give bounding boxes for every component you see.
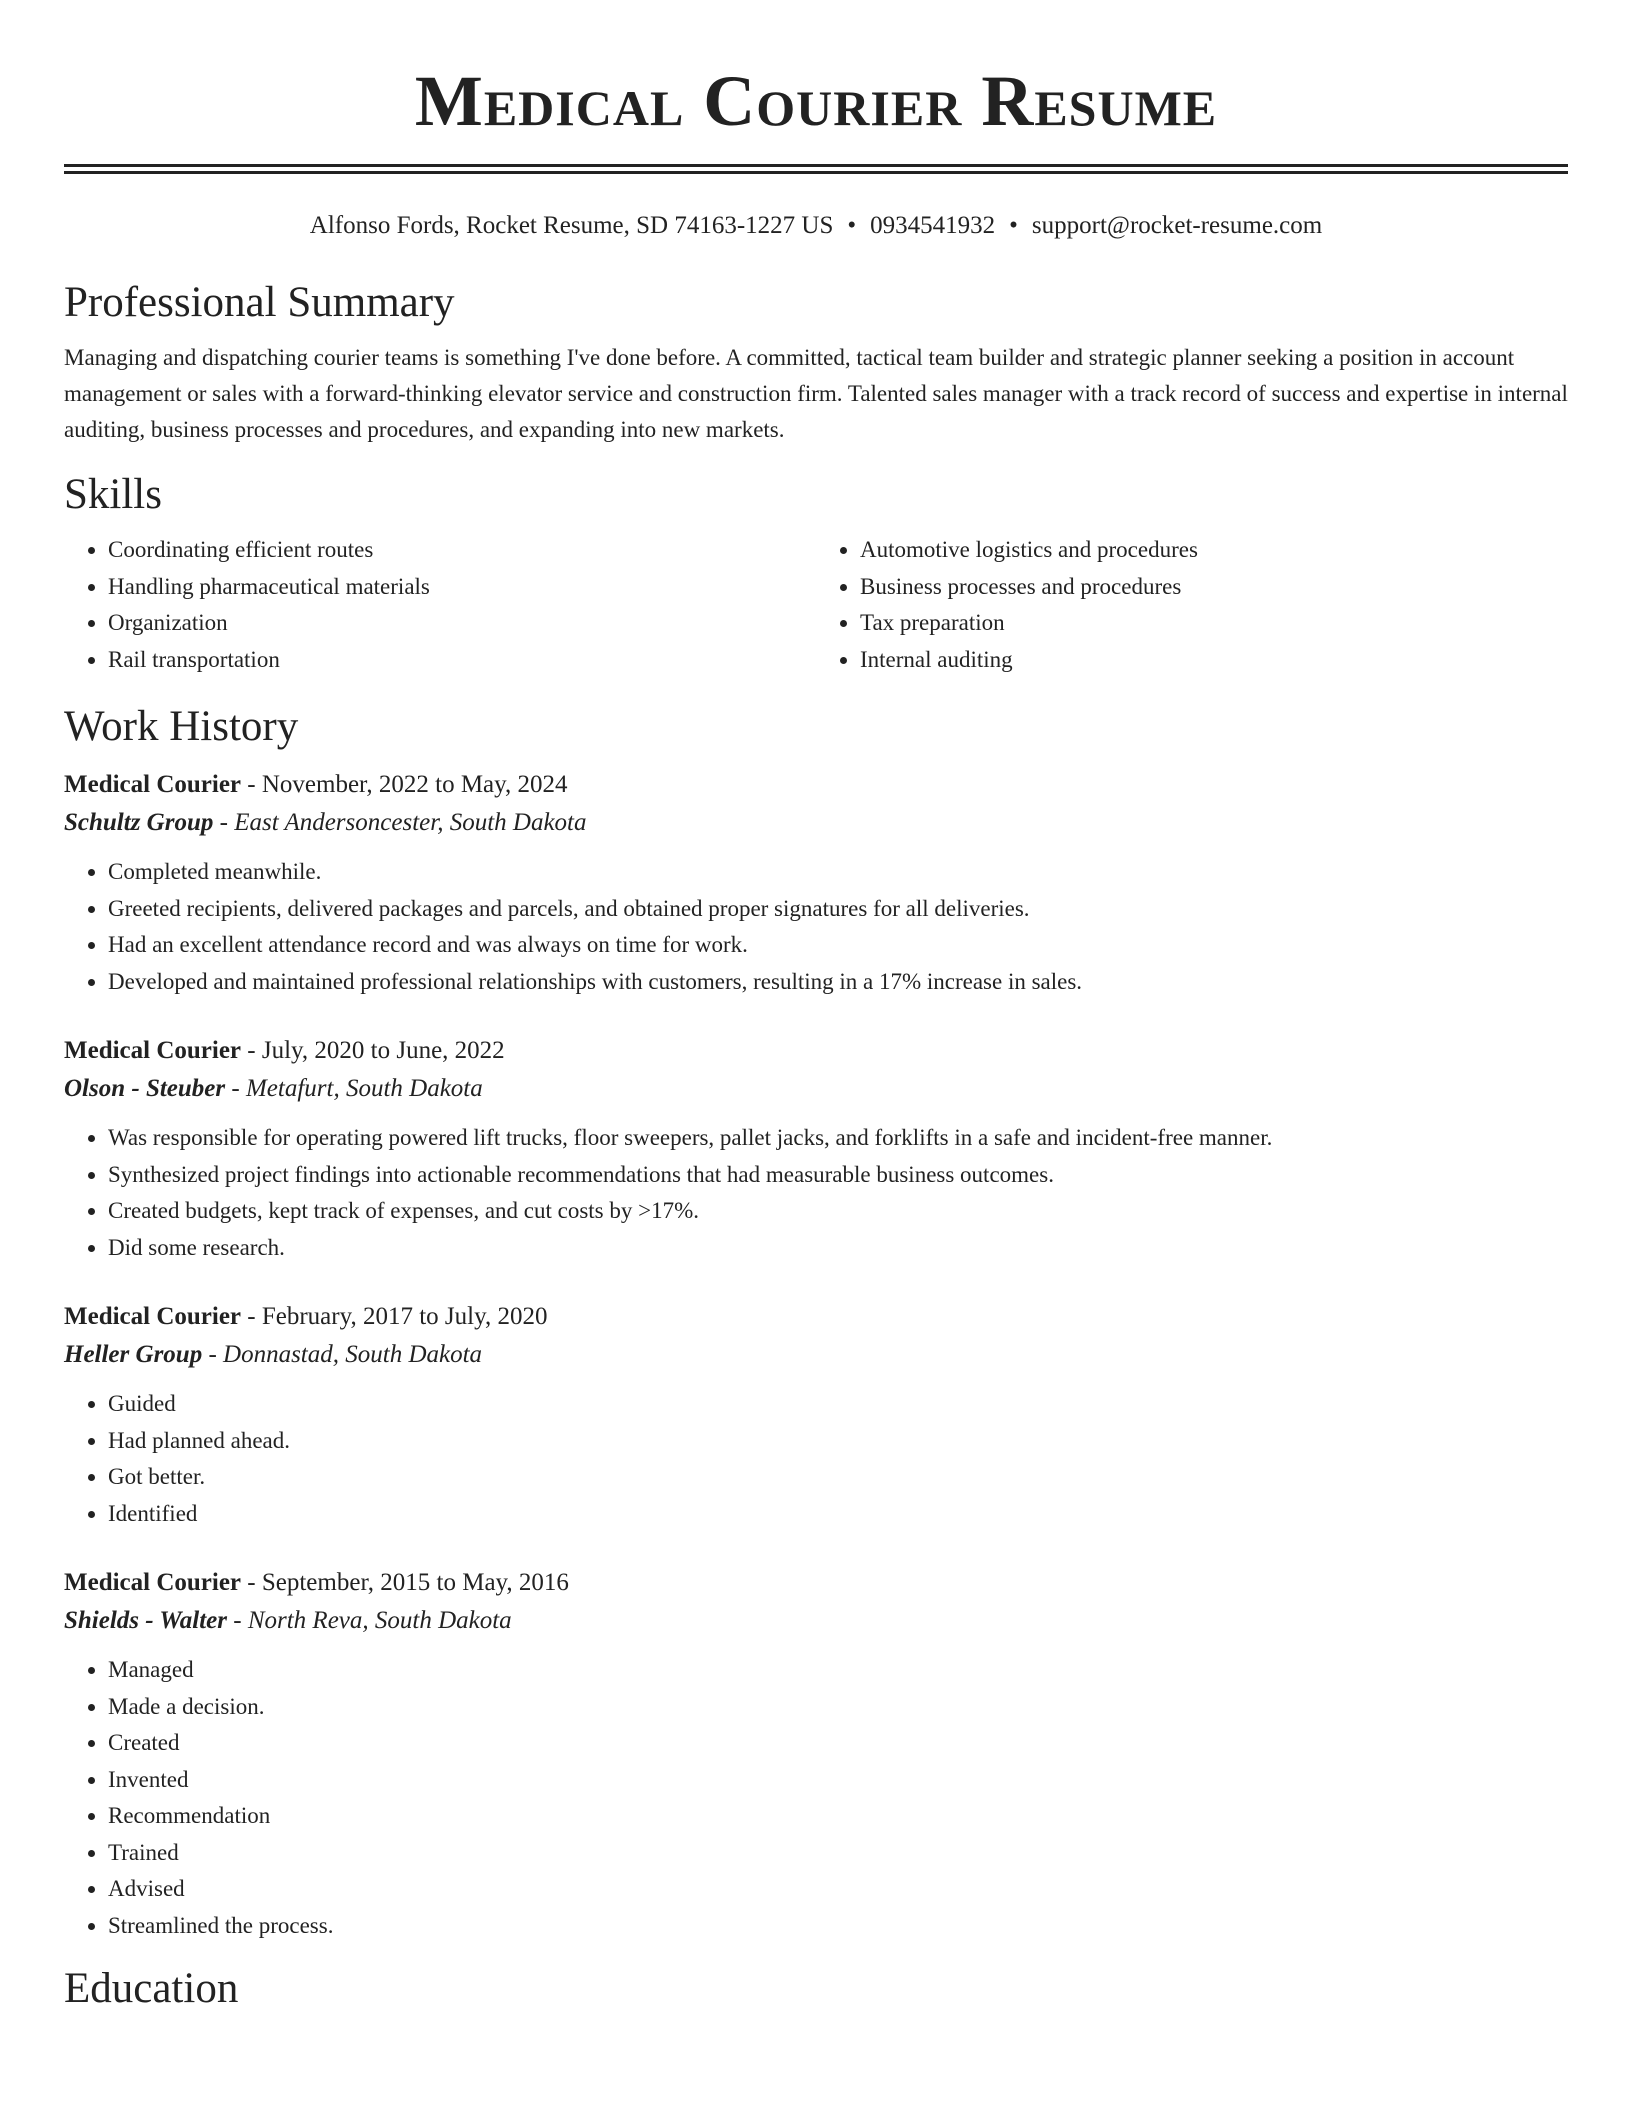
job-bullet: • Was responsible for operating powered lift trucks, floor sweepers, pallet jacks, and forklifts in a safe and incident-free manner. — [108, 1120, 1568, 1157]
skill-item: • Internal auditing — [860, 642, 1568, 679]
job-dates: - February, 2017 to July, 2020 — [241, 1303, 548, 1330]
job-entry — [64, 1032, 1568, 1266]
skill-item: • Handling pharmaceutical materials — [108, 569, 816, 606]
job-dates: - July, 2020 to June, 2022 — [241, 1037, 505, 1064]
skills-section — [64, 468, 1568, 678]
job-location: - Donnastad, South Dakota — [202, 1341, 483, 1368]
skills-columns — [64, 532, 1568, 678]
contact-separator: • — [847, 212, 857, 239]
section-heading-work-history: Work History — [64, 703, 299, 750]
job-dates: - November, 2022 to May, 2024 — [241, 771, 568, 798]
professional-summary-section — [64, 276, 1568, 448]
job-bullet: • Made a decision. — [108, 1689, 1568, 1726]
job-bullet: • Invented — [108, 1762, 1568, 1799]
job-entry — [64, 1564, 1568, 1944]
job-bullet: • Managed — [108, 1652, 1568, 1689]
job-bullet: • Got better. — [108, 1459, 1568, 1496]
title-double-rule — [64, 164, 1568, 174]
job-company: Olson - Steuber — [64, 1075, 226, 1102]
education-section — [64, 1962, 1568, 2016]
job-title-line — [64, 766, 1568, 804]
skill-item: • Business processes and procedures — [860, 569, 1568, 606]
job-dates: - September, 2015 to May, 2016 — [241, 1569, 569, 1596]
job-entry — [64, 766, 1568, 1000]
job-company-line — [64, 1336, 1568, 1374]
skills-list-left — [64, 532, 816, 678]
job-bullet: • Had an excellent attendance record and was always on time for work. — [108, 927, 1568, 964]
page-title: Medical Courier Resume — [414, 61, 1218, 141]
job-title: Medical Courier — [64, 1569, 242, 1596]
job-bullets — [64, 854, 1568, 1000]
job-location: - Metafurt, South Dakota — [225, 1075, 483, 1102]
job-location: - North Reva, South Dakota — [227, 1607, 512, 1634]
job-location: - East Andersoncester, South Dakota — [213, 809, 587, 836]
job-bullet: • Synthesized project findings into actionable recommendations that had measurable business outcomes. — [108, 1157, 1568, 1194]
skills-list-right — [816, 532, 1568, 678]
skill-item: • Organization — [108, 605, 816, 642]
job-entry — [64, 1298, 1568, 1532]
job-company: Shields - Walter — [64, 1607, 227, 1634]
job-company: Heller Group — [64, 1341, 203, 1368]
job-bullets — [64, 1120, 1568, 1266]
job-company-line — [64, 1602, 1568, 1640]
summary-text: Managing and dispatching courier teams is something I've done before. A committed, tactical team builder and strategic planner seeking a position in account management or sales with a forward-thinking elevator service and construction firm. Talented sales manager with a track record of success and expertise in internal auditing, business processes and procedures, and expanding into new markets. — [64, 345, 1568, 442]
job-bullets — [64, 1652, 1568, 1944]
skill-item: • Rail transportation — [108, 642, 816, 679]
job-title: Medical Courier — [64, 1303, 242, 1330]
job-bullet: • Guided — [108, 1386, 1568, 1423]
job-title-line — [64, 1298, 1568, 1336]
job-title-line — [64, 1032, 1568, 1070]
job-bullet: • Identified — [108, 1496, 1568, 1533]
job-bullet: • Trained — [108, 1835, 1568, 1872]
contact-phone: 0934541932 — [870, 212, 996, 239]
job-title: Medical Courier — [64, 1037, 242, 1064]
job-bullets — [64, 1386, 1568, 1532]
job-company-line — [64, 804, 1568, 842]
job-bullet: • Created budgets, kept track of expenses, and cut costs by >17%. — [108, 1193, 1568, 1230]
job-bullet: • Streamlined the process. — [108, 1908, 1568, 1945]
job-bullet: • Developed and maintained professional relationships with customers, resulting in a 17% increase in sales. — [108, 964, 1568, 1001]
job-bullet: • Completed meanwhile. — [108, 854, 1568, 891]
job-bullet: • Advised — [108, 1871, 1568, 1908]
work-history-section — [64, 700, 1568, 1944]
section-heading-skills: Skills — [64, 471, 162, 518]
contact-separator: • — [1009, 212, 1018, 239]
section-heading-summary: Professional Summary — [64, 279, 455, 326]
section-heading-education: Education — [64, 1965, 239, 2012]
job-company: Schultz Group — [64, 809, 214, 836]
job-bullet: • Greeted recipients, delivered packages and parcels, and obtained proper signatures for all deliveries. — [108, 891, 1568, 928]
job-bullet: • Did some research. — [108, 1230, 1568, 1267]
job-company-line — [64, 1070, 1568, 1108]
job-bullet: • Recommendation — [108, 1798, 1568, 1835]
job-bullet: • Had planned ahead. — [108, 1423, 1568, 1460]
skill-item: • Coordinating efficient routes — [108, 532, 816, 569]
contact-address: Alfonso Fords, Rocket Resume, SD 74163-1227 US — [309, 212, 834, 239]
job-title-line — [64, 1564, 1568, 1602]
job-title: Medical Courier — [64, 771, 242, 798]
skill-item: • Automotive logistics and procedures — [860, 532, 1568, 569]
skill-item: • Tax preparation — [860, 605, 1568, 642]
job-bullet: • Created — [108, 1725, 1568, 1762]
contact-email: support@rocket-resume.com — [1031, 212, 1323, 239]
contact-line — [64, 210, 1568, 242]
